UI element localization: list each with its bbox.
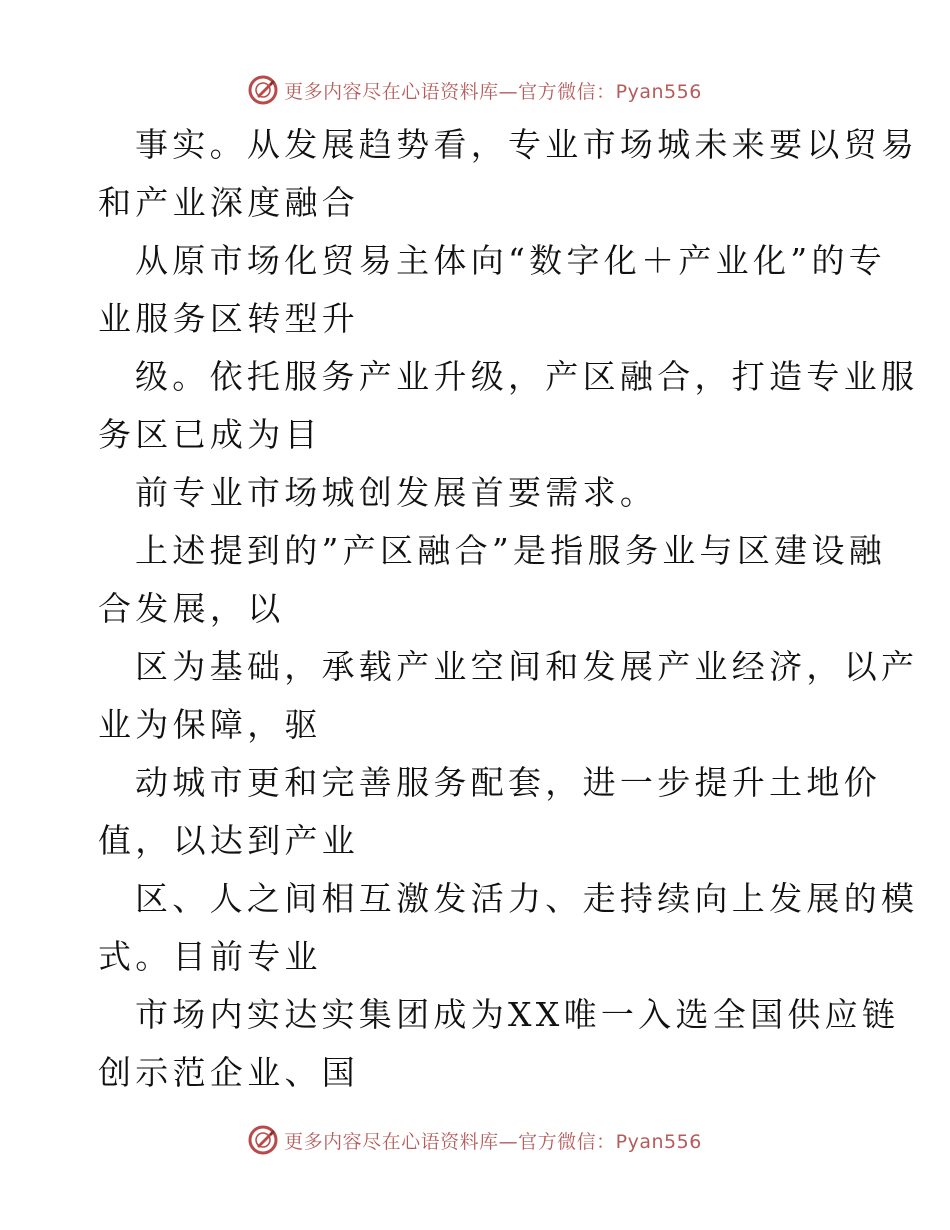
document-body [98, 116, 919, 1102]
footer-banner-text: 更多内容尽在心语资料库—官方微信：Pyan556 [284, 1130, 702, 1153]
text-line: 区、人之间相互激发活力、走持续向上发展的模 [135, 879, 919, 918]
header-banner [0, 70, 950, 110]
pen-logo-icon [248, 1125, 278, 1155]
text-line: 创示范企业、国 [98, 1053, 360, 1092]
text-line: 区为基础，承载产业空间和发展产业经济，以产 [135, 647, 919, 686]
text-line: 上述提到的”产区融合”是指服务业与区建设融 [135, 531, 887, 570]
footer-banner [0, 1120, 950, 1160]
text-line: 值，以达到产业 [98, 821, 360, 860]
text-line: 务区已成为目 [98, 415, 322, 454]
text-line: 合发展，以 [98, 589, 285, 628]
text-line: 从原市场化贸易主体向“数字化＋产业化”的专 [135, 241, 887, 280]
text-line: 业为保障，驱 [98, 705, 322, 744]
pen-logo-icon [248, 75, 278, 105]
header-banner-text: 更多内容尽在心语资料库—官方微信：Pyan556 [284, 80, 702, 103]
text-line: 级。依托服务产业升级，产区融合，打造专业服 [135, 357, 919, 396]
text-line: 和产业深度融合 [98, 183, 360, 222]
text-line: 前专业市场城创发展首要需求。 [135, 473, 658, 512]
text-line: 市场内实达实集团成为XX唯一入选全国供应链 [135, 995, 900, 1034]
text-line: 事实。从发展趋势看，专业市场城未来要以贸易 [135, 125, 919, 164]
text-line: 业服务区转型升 [98, 299, 360, 338]
text-line: 动城市更和完善服务配套，进一步提升土地价 [135, 763, 881, 802]
text-line: 式。目前专业 [98, 937, 322, 976]
